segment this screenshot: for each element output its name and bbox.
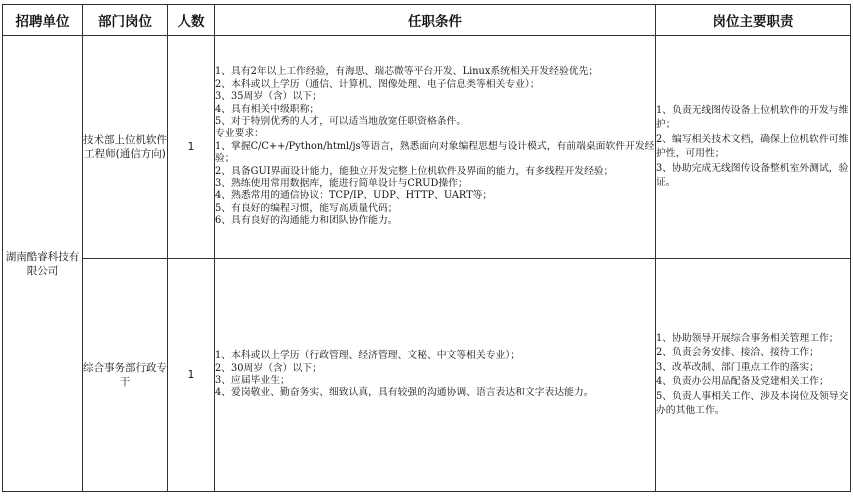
duty-line: 1、负责无线图传设备上位机软件的开发与维护； [656, 104, 849, 130]
requirement-line: 5、有良好的编程习惯，能写高质量代码； [215, 202, 398, 214]
table-row [3, 259, 851, 492]
duty-line: 3、协助完成无线图传设备整机室外测试，验证。 [656, 162, 849, 188]
duty-line: 5、负责人事相关工作、涉及本岗位及领导交办的其他工作。 [656, 390, 849, 416]
header-requirements: 任职条件 [215, 5, 656, 36]
header-unit: 招聘单位 [3, 5, 83, 36]
requirement-heading: 专业要求： [215, 128, 264, 140]
header-duties: 岗位主要职责 [656, 5, 851, 36]
duties-cell [656, 259, 851, 492]
table-row [3, 36, 851, 259]
requirements-cell [215, 259, 656, 492]
requirement-line: 6、具有良好的沟通能力和团队协作能力。 [215, 215, 398, 227]
duty-line: 3、改革改制、部门重点工作的落实； [656, 361, 819, 373]
requirement-line: 3、应届毕业生； [215, 375, 290, 386]
count-cell: 1 [168, 259, 215, 492]
requirement-line: 1、具有2年以上工作经验，有海思、瑞芯微等平台开发、Linux系统相关开发经验优先； [215, 66, 599, 78]
duty-line: 2、编写相关技术文档，确保上位机软件可维护性，可用性； [656, 133, 849, 159]
unit-name-cell: 湖南酷睿科技有限公司 [3, 36, 83, 492]
requirement-line: 2、具备GUI界面设计能力，能独立开发完整上位机软件及界面的能力，有多线程开发经验； [215, 165, 614, 177]
requirement-line: 2、本科或以上学历（通信、计算机、图像处理、电子信息类等相关专业）； [215, 78, 540, 90]
count-cell: 1 [168, 36, 215, 259]
duties-cell [656, 36, 851, 259]
requirement-line: 3、35周岁（含）以下； [215, 91, 322, 103]
recruitment-table [2, 4, 851, 492]
dept-cell: 综合事务部行政专干 [83, 259, 168, 492]
requirement-line: 3、熟练使用常用数据库，能进行简单设计与CRUD操作； [215, 178, 468, 190]
duty-line: 2、负责会务安排、接洽、接待工作； [656, 347, 819, 358]
header-dept: 部门岗位 [83, 5, 168, 36]
requirement-line: 4、爱岗敬业、勤奋务实、细致认真，具有较强的沟通协调、语言表达和文字表达能力。 [215, 387, 594, 399]
requirement-line: 2、30周岁（含）以下； [215, 362, 322, 374]
requirements-cell [215, 36, 656, 259]
duty-line: 4、负责办公用品配备及党建相关工作； [656, 376, 829, 387]
requirement-line: 1、掌握C/C++/Python/html/js等语言，熟悉面向对象编程思想与设计模式，有前端桌面软件开发经验； [215, 140, 655, 165]
requirement-line: 5、对于特别优秀的人才，可以适当地放宽任职资格条件。 [215, 115, 467, 127]
header-row [3, 5, 851, 36]
requirement-line: 1、本科或以上学历（行政管理、经济管理、文秘、中文等相关专业）； [215, 350, 521, 362]
requirement-line: 4、熟悉常用的通信协议：TCP/IP、UDP、HTTP、UART等； [215, 190, 493, 202]
header-count: 人数 [168, 5, 215, 36]
dept-cell: 技术部上位机软件工程师(通信方向) [83, 36, 168, 259]
requirement-line: 4、具有相关中级职称； [215, 103, 320, 115]
duty-line: 1、协助领导开展综合事务相关管理工作； [656, 332, 839, 344]
